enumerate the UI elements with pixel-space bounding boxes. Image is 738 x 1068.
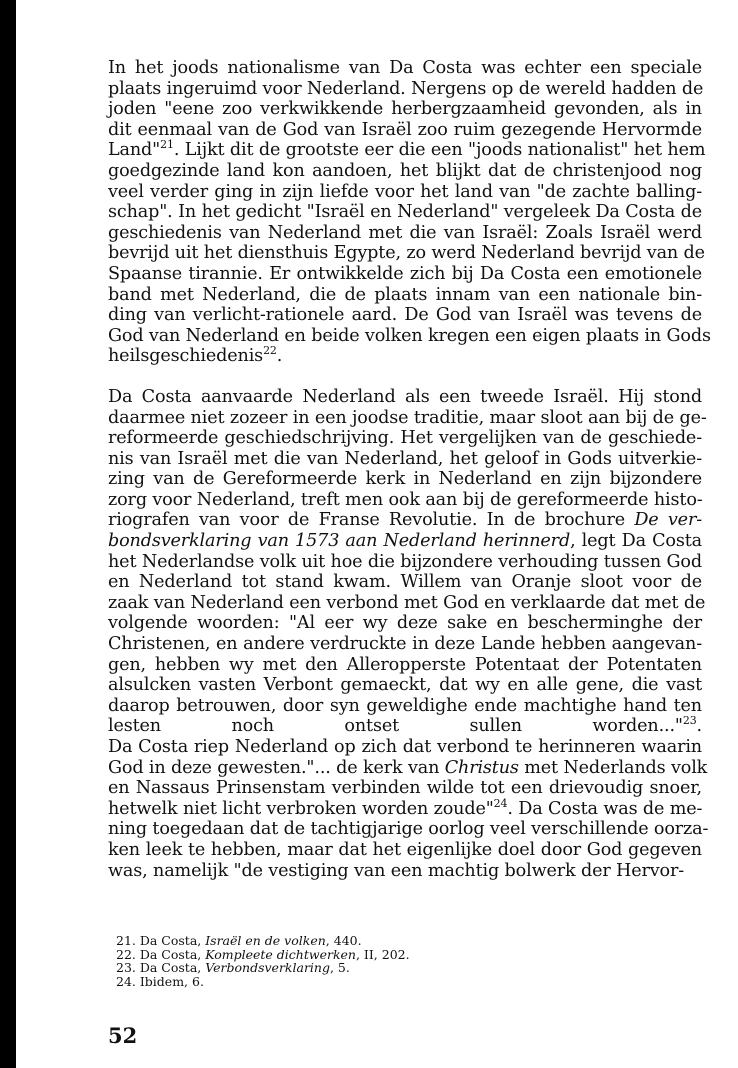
text-line: nis van Israël met die van Nederland, het geloof in Gods uitverkie- (108, 448, 702, 469)
text-line: hetwelk niet licht verbroken worden zoude"$^{24}$. Da Costa was de me- (108, 796, 703, 819)
footnote-ref: 24 (493, 796, 508, 810)
text-line: zaak van Nederland een verbond met God en verklaarde dat met de (108, 592, 706, 613)
text-line: zorg voor Nederland, treft men ook aan bij de gereformeerde histo- (108, 489, 703, 510)
text-line: geschiedenis van Nederland met die van Israël: Zoals Israël werd (108, 222, 702, 243)
text-line: Spaanse tirannie. Er ontwikkelde zich bij Da Costa een emotionele (108, 263, 702, 284)
text-line: reformeerde geschiedschrijving. Het vergelijken van de geschiede- (108, 428, 702, 449)
text-line: band met Nederland, die de plaats innam van een nationale bin- (108, 284, 702, 305)
text-line: bevrijd uit het diensthuis Egypte, zo werd Nederland bevrijd van de (108, 243, 705, 264)
text-line: en Nassaus Prinsenstam verbinden wilde tot een drievoudig snoer, (108, 778, 702, 799)
text-line: heilsgeschiedenis$^{22}$. (108, 344, 283, 367)
text-line: daarop betrouwen, door syn geweldighe ende machtighe hand ten (108, 695, 702, 716)
text-line: dit eenmaal van de God van Israël zoo ruim gezegende Hervormde (108, 119, 702, 140)
text-line: alsulcken vasten Verbont gemaeckt, dat wy en alle gene, die vast (108, 675, 702, 696)
text-line: Da Costa riep Nederland op zich dat verbond te herinneren waarin (108, 737, 702, 757)
text-line: daarmee niet zozeer in een joodse traditie, maar sloot aan bij de ge- (108, 407, 707, 428)
footnote-ref: 23 (682, 714, 697, 728)
text-line: riografen van voor de Franse Revolutie. In de brochure De ver- (108, 510, 702, 531)
text-line: bondsverklaring van 1573 aan Nederland herinnerd, legt Da Costa (108, 531, 702, 552)
text-line: Land"$^{21}$. Lijkt dit de grootste eer die een "joods nationalist" het hem (108, 138, 706, 161)
text-line: joden "eene zoo verkwikkende herbergzaamheid gevonden, als in (108, 99, 702, 120)
paragraph-2 (108, 386, 709, 881)
footnote: 21. Da Costa, Israël en de volken, 440. (116, 933, 362, 948)
text-line: schap". In het gedicht "Israël en Nederland" vergeleek Da Costa de (108, 202, 702, 223)
text-line: God in deze gewesten."... de kerk van Christus met Nederlands volk (108, 757, 708, 778)
text-line: ken leek te hebben, maar dat het eigenlijke doel door God gegeven (108, 839, 702, 860)
text-line: ning toegedaan dat de tachtigjarige oorlog veel verschillende oorza- (108, 819, 709, 840)
text-line: In het joods nationalisme van Da Costa was echter een speciale (108, 58, 702, 78)
footnotes (116, 934, 676, 988)
text-line: ding van verlicht-rationele aard. De God van Israël was tevens de (108, 305, 702, 326)
text-line: lesten noch ontset sullen worden..."$^{23}$. (108, 714, 702, 737)
footnote: 24. Ibidem, 6. (116, 973, 204, 989)
text-line: veel verder ging in zijn liefde voor het land van "de zachte balling- (108, 181, 702, 202)
paragraph-1 (108, 58, 711, 367)
text-line: was, namelijk "de vestiging van een machtig bolwerk der Hervor- (108, 860, 685, 881)
text-line: volgende woorden: "Al eer wy deze sake en bescherminghe der (108, 613, 702, 634)
page-number: 52 (108, 1023, 138, 1048)
footnote-ref: 22 (263, 344, 277, 358)
text-line: zing van de Gereformeerde kerk in Nederland en zijn bijzondere (108, 469, 702, 490)
footnote-ref: 21 (160, 138, 174, 152)
footnote: 23. Da Costa, Verbondsverklaring, 5. (116, 960, 350, 976)
text-line: het Nederlandse volk uit hoe die bijzondere verhouding tussen God (108, 551, 702, 572)
text-line: en Nederland tot stand kwam. Willem van Oranje sloot voor de (108, 572, 702, 593)
body-text (108, 58, 711, 881)
text-line: Christenen, en andere verdruckte in deze Lande hebben aangevan- (108, 634, 702, 655)
text-line: God van Nederland en beide volken kregen een eigen plaats in Gods (108, 325, 711, 346)
text-line: Da Costa aanvaarde Nederland als een tweede Israël. Hij stond (108, 386, 702, 407)
text-line: goedgezinde land kon aandoen, het blijkt dat de christenjood nog (108, 160, 702, 181)
text-line: gen, hebben wy met den Alleropperste Potentaat der Potentaten (108, 654, 702, 675)
binding-edge (0, 0, 16, 1068)
footnote: 22. Da Costa, Kompleete dichtwerken, II, 202. (116, 946, 410, 962)
text-line: plaats ingeruimd voor Nederland. Nergens op de wereld hadden de (108, 78, 704, 99)
